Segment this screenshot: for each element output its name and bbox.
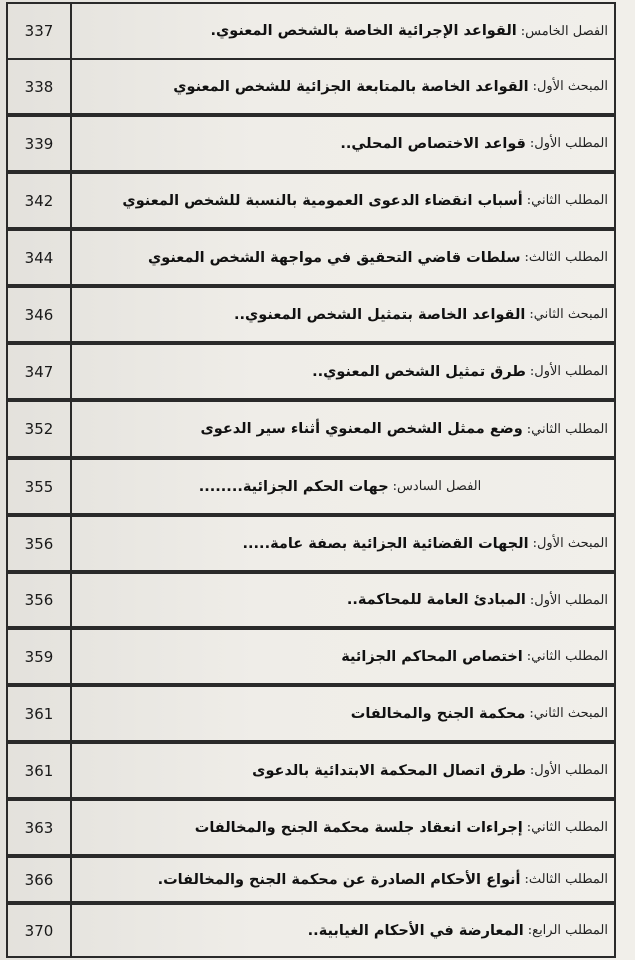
toc-row — [6, 799, 616, 856]
toc-row — [6, 286, 616, 343]
page-number: 355 — [8, 460, 72, 513]
page-number: 339 — [8, 117, 72, 170]
entry-label: المبحث الأول: — [532, 79, 608, 94]
toc-row — [6, 229, 616, 286]
entry-text — [72, 345, 608, 398]
entry-label: المبحث الثاني: — [529, 307, 608, 322]
entry-label: المطلب الأول: — [529, 136, 608, 151]
entry-title: القواعد الخاصة بالمتابعة الجزائية للشخص المعنوي — [173, 78, 529, 95]
entry-title: محكمة الجنح والمخالفات — [350, 705, 526, 722]
toc-row — [6, 400, 616, 458]
entry-title: المبادئ العامة للمحاكمة.. — [346, 592, 526, 608]
entry-text — [72, 574, 608, 626]
entry-label: المطلب الثاني: — [526, 820, 608, 835]
toc-row — [6, 903, 616, 958]
toc-row — [6, 343, 616, 400]
entry-label: الفصل الخامس: — [520, 23, 608, 39]
entry-text — [72, 60, 608, 113]
toc-row — [6, 572, 616, 628]
page-number: 337 — [8, 4, 72, 58]
entry-label: المطلب الأول: — [529, 364, 608, 379]
page-number: 361 — [8, 687, 72, 740]
entry-title: جهات الحكم الجزائية........ — [198, 478, 389, 495]
page-number: 344 — [8, 231, 72, 284]
page-number: 347 — [8, 345, 72, 398]
toc-row — [6, 172, 616, 229]
entry-title: المعارضة في الأحكام الغيابية.. — [307, 922, 524, 939]
entry-text — [72, 687, 608, 740]
entry-title: اختصاص المحاكم الجزائية — [341, 648, 523, 665]
entry-text — [72, 858, 608, 901]
entry-text — [72, 517, 608, 570]
entry-text — [72, 174, 608, 227]
page-number: 359 — [8, 630, 72, 683]
entry-title: أنواع الأحكام الصادرة عن محكمة الجنح والمخالفات. — [157, 871, 521, 888]
entry-text — [72, 630, 608, 683]
entry-text — [72, 4, 608, 58]
entry-label: المطلب الثالث: — [524, 872, 608, 887]
page-number: 356 — [8, 517, 72, 570]
toc-row — [6, 515, 616, 572]
entry-label: المبحث الثاني: — [529, 706, 608, 721]
entry-label: الفصل السادس: — [392, 479, 482, 494]
entry-text — [72, 801, 608, 854]
page-number: 338 — [8, 60, 72, 113]
toc-row — [6, 58, 616, 115]
entry-label: المطلب الأول: — [529, 592, 608, 608]
entry-text — [72, 460, 608, 513]
entry-title: إجراءات انعقاد جلسة محكمة الجنح والمخالفات — [194, 819, 523, 836]
entry-label: المطلب الأول: — [529, 763, 608, 778]
toc-row — [6, 115, 616, 172]
toc-row — [6, 856, 616, 903]
page-number: 356 — [8, 574, 72, 626]
entry-title: الجهات القضائية الجزائية بصفة عامة..... — [242, 535, 529, 552]
entry-label: المطلب الرابع: — [527, 923, 608, 938]
entry-title: القواعد الخاصة بتمثيل الشخص المعنوي.. — [234, 306, 526, 323]
page-number: 346 — [8, 288, 72, 341]
page-number: 361 — [8, 744, 72, 797]
entry-text — [72, 905, 608, 956]
entry-title: طرق تمثيل الشخص المعنوي.. — [312, 363, 526, 380]
entry-title: طرق اتصال المحكمة الابتدائية بالدعوى — [252, 762, 526, 779]
page-number: 363 — [8, 801, 72, 854]
toc-row — [6, 685, 616, 742]
entry-text — [72, 402, 608, 456]
toc-row — [6, 742, 616, 799]
toc-row — [6, 458, 616, 515]
entry-label: المطلب الثالث: — [524, 250, 608, 265]
entry-label: المبحث الأول: — [532, 536, 608, 551]
entry-text — [72, 288, 608, 341]
entry-label: المطلب الثاني: — [526, 421, 608, 437]
entry-label: المطلب الثاني: — [526, 649, 608, 664]
page-number: 352 — [8, 402, 72, 456]
entry-title: أسباب انقضاء الدعوى العمومية بالنسبة للشخص المعنوي — [122, 192, 523, 209]
entry-title: سلطات قاضي التحقيق في مواجهة الشخص المعنوي — [147, 249, 521, 266]
toc-row — [6, 2, 616, 60]
page-number: 366 — [8, 858, 72, 901]
page-number: 342 — [8, 174, 72, 227]
entry-text — [72, 117, 608, 170]
entry-title: قواعد الاختصاص المحلي.. — [340, 135, 526, 152]
toc-row — [6, 628, 616, 685]
entry-title: وضع ممثل الشخص المعنوي أثناء سير الدعوى — [200, 421, 523, 437]
entry-text — [72, 744, 608, 797]
page-number: 370 — [8, 905, 72, 956]
entry-text — [72, 231, 608, 284]
entry-title: القواعد الإجرائية الخاصة بالشخص المعنوي. — [210, 23, 517, 39]
entry-label: المطلب الثاني: — [526, 193, 608, 208]
